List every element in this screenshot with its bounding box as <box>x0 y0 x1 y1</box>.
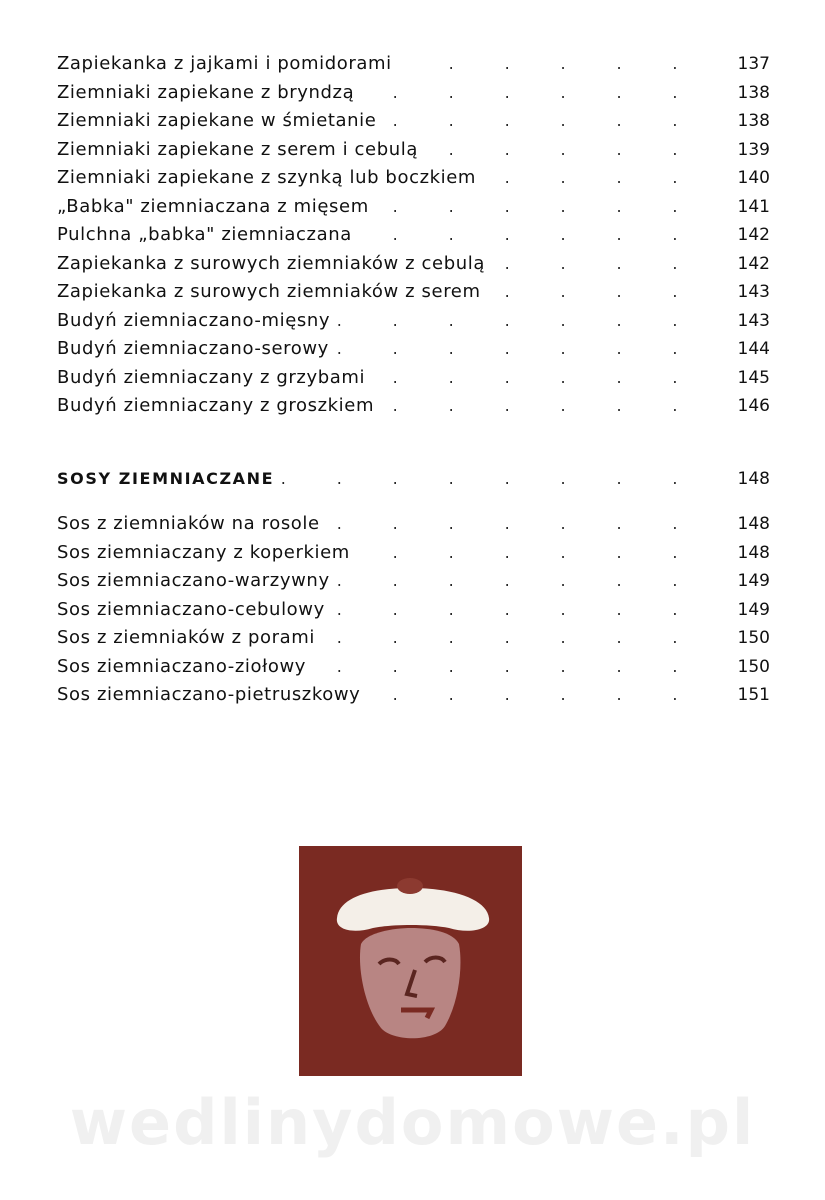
toc-entry-page: 149 <box>737 599 770 620</box>
toc-entry <box>57 223 770 247</box>
toc-entry-title: Sos z ziemniaków z porami <box>57 626 321 650</box>
toc-entry-title: Ziemniaki zapiekane z szynką lub boczkiem <box>57 166 482 190</box>
toc-entry <box>57 166 770 190</box>
toc-entry <box>57 683 770 707</box>
toc-entry-page: 144 <box>737 339 770 359</box>
watermark: wedlinydomowe.pl <box>69 1086 756 1159</box>
toc-entry-title: Budyń ziemniaczano-mięsny <box>57 309 336 333</box>
toc-entry <box>57 109 770 133</box>
toc-entry-title: Budyń ziemniaczano-serowy <box>57 337 335 361</box>
toc-entry-page: 138 <box>737 111 770 131</box>
toc-entry-title: Sos ziemniaczano-ziołowy <box>57 655 312 679</box>
toc-section-heading <box>57 467 770 491</box>
toc-entry <box>57 52 770 76</box>
toc-entry <box>57 512 770 536</box>
toc-entry-page: 151 <box>737 685 770 705</box>
toc-entry <box>57 626 770 650</box>
toc-entry-page: 142 <box>737 225 770 245</box>
toc-entry <box>57 138 770 162</box>
toc-entry-title: Sos ziemniaczano-pietruszkowy <box>57 683 366 707</box>
section-page: 148 <box>737 469 770 489</box>
toc-entry-page: 149 <box>737 571 770 591</box>
toc-entry-page: 148 <box>737 514 770 534</box>
toc-entry-page: 150 <box>737 628 770 648</box>
toc-entry <box>57 337 770 361</box>
chef-face-illustration <box>299 846 522 1076</box>
toc-entry-title: Pulchna „babka" ziemniaczana <box>57 223 358 247</box>
toc-entry-title: Sos z ziemniaków na rosole <box>57 512 326 536</box>
toc-entry <box>57 541 770 565</box>
toc-entry-title: Sos ziemniaczano-cebulowy <box>57 598 331 622</box>
toc-entry <box>57 394 770 418</box>
toc-entry-page: 148 <box>737 542 770 563</box>
toc-entry <box>57 309 770 333</box>
toc-entry-page: 142 <box>737 253 770 274</box>
toc-entry <box>57 366 770 390</box>
toc-entry <box>57 569 770 593</box>
toc-entry-page: 146 <box>737 396 770 416</box>
toc-entry-title: „Babka" ziemniaczana z mięsem <box>57 195 375 219</box>
toc-entry-page: 137 <box>737 54 770 74</box>
toc-entry-page: 139 <box>737 139 770 160</box>
toc-entry <box>57 598 770 622</box>
toc-entry-title: Sos ziemniaczano-warzywny <box>57 569 336 593</box>
toc-entry-page: 143 <box>737 310 770 331</box>
toc-entry-title: Ziemniaki zapiekane z bryndzą <box>57 81 360 105</box>
toc-entry-title: Zapiekanka z surowych ziemniaków z cebulą <box>57 252 491 276</box>
toc-entry-title: Budyń ziemniaczany z grzybami <box>57 366 371 390</box>
toc-entry-page: 140 <box>737 168 770 188</box>
toc-entry <box>57 252 770 276</box>
toc-entry <box>57 280 770 304</box>
toc-entry <box>57 81 770 105</box>
toc-entry-page: 145 <box>737 367 770 388</box>
toc-entry-title: Zapiekanka z jajkami i pomidorami <box>57 52 398 76</box>
hat-knob <box>397 878 423 894</box>
toc-entry-title: Sos ziemniaczany z koperkiem <box>57 541 356 565</box>
toc-entry-title: Zapiekanka z surowych ziemniaków z serem <box>57 280 487 304</box>
toc-entry <box>57 655 770 679</box>
toc-entry-page: 150 <box>737 656 770 677</box>
section-title: SOSY ZIEMNIACZANE <box>57 467 280 491</box>
toc-entry-title: Ziemniaki zapiekane z serem i cebulą <box>57 138 424 162</box>
toc-entry-page: 138 <box>737 82 770 103</box>
toc-entry-title: Ziemniaki zapiekane w śmietanie <box>57 109 382 133</box>
toc-entry <box>57 195 770 219</box>
toc-entry-page: 143 <box>737 282 770 302</box>
chef-face-svg <box>299 846 522 1076</box>
toc-entry-title: Budyń ziemniaczany z groszkiem <box>57 394 380 418</box>
toc-entry-page: 141 <box>737 196 770 217</box>
